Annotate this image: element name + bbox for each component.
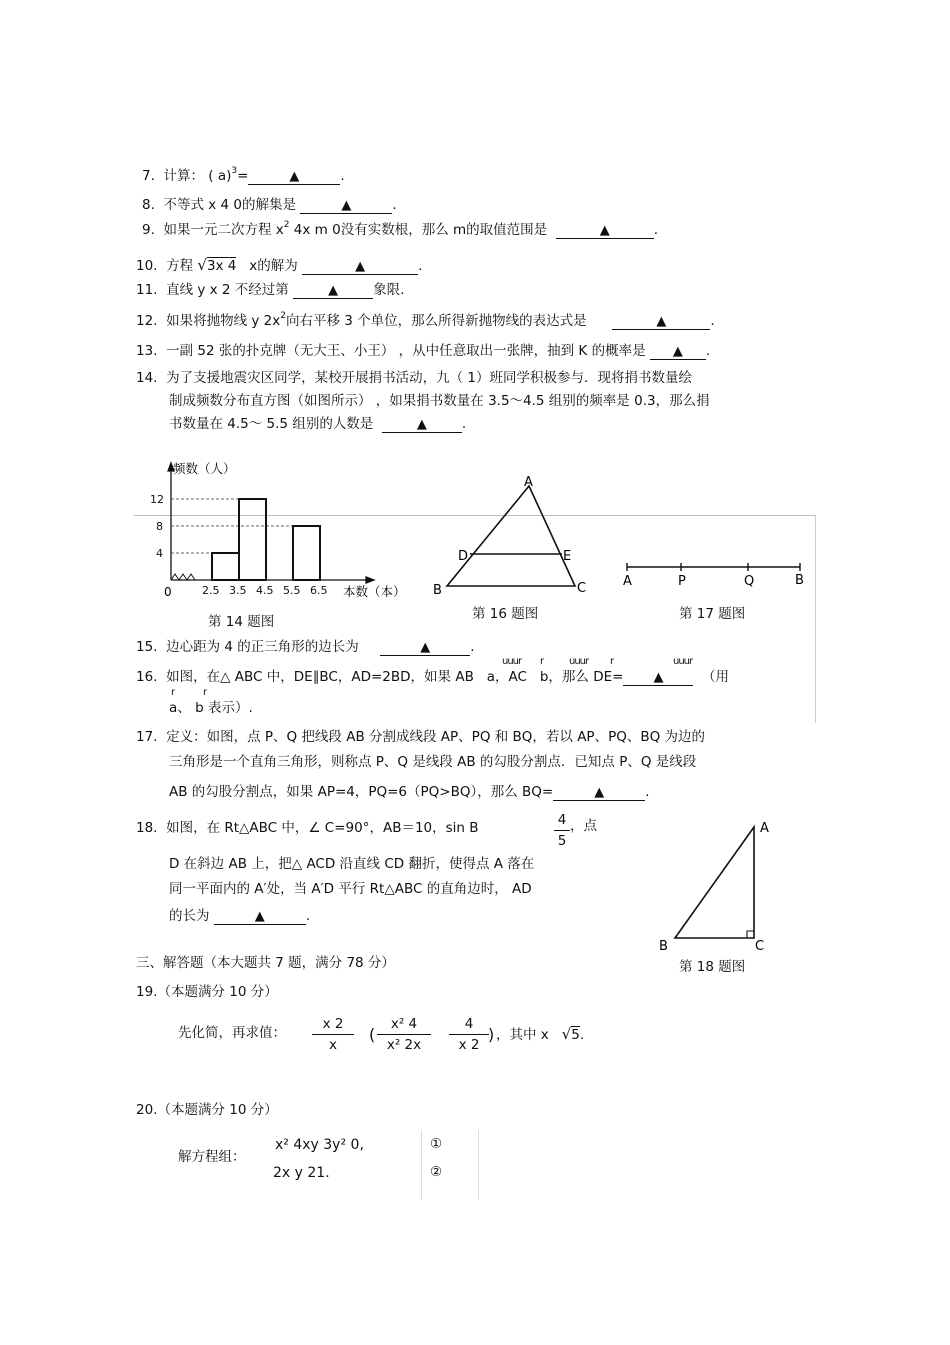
question-20-header: 20.（本题满分 10 分） xyxy=(136,1102,278,1118)
answer-blank: ▲ xyxy=(302,260,418,275)
question-9: 9. 如果一元二次方程 $x^2$ 4x m 0没有实数根，那么 m的取值范围是 ▲ . xyxy=(142,220,659,238)
question-14-line3: 书数量在 4.5～ 5.5 组别的人数是 ▲ . xyxy=(169,416,467,432)
figure-16-caption: 第 16 题图 xyxy=(472,606,539,622)
left-paren: ( xyxy=(369,1025,376,1044)
vector-arrow-AC: uuur xyxy=(569,656,589,667)
question-18-line3: 同一平面内的 A′处，当 A′D 平行 Rt△ABC 的直角边时， AD xyxy=(169,881,532,897)
vector-arrow-b: r xyxy=(610,656,615,667)
question-19-header: 19.（本题满分 10 分） xyxy=(136,984,278,1000)
question-19-condition: ，其中 x √5. xyxy=(496,1025,585,1043)
origin-label: 0 xyxy=(164,585,172,599)
triangle-figure-16 xyxy=(430,472,600,602)
point-Q-label: Q xyxy=(744,574,755,589)
y-axis-label: 频数（人） xyxy=(173,461,236,476)
fraction-1: x 2 x xyxy=(312,1016,354,1053)
point-B-label: B xyxy=(795,573,804,588)
histogram-bar xyxy=(293,526,320,580)
equation-1-marker: ① xyxy=(430,1136,443,1152)
figure-14-caption: 第 14 题图 xyxy=(208,614,275,630)
question-15: 15. 边心距为 4 的正三角形的边长为 ▲ . xyxy=(136,639,475,655)
answer-blank: ▲ xyxy=(553,786,645,801)
question-7: 7. 计算： ( a)$^3$= ▲ . xyxy=(142,166,345,184)
figure-18-caption: 第 18 题图 xyxy=(679,959,746,975)
question-18-line1: 18. 如图，在 Rt△ABC 中，∠ C=90°，AB＝10，sin B xyxy=(136,820,479,836)
question-17-line3: AB 的勾股分割点，如果 AP=4，PQ=6（PQ>BQ），那么 BQ= ▲ . xyxy=(169,784,650,800)
question-18-line1-end: ，点 xyxy=(570,818,597,834)
fraction-4-5: 4 5 xyxy=(554,812,570,849)
equation-1: x² 4xy 3y² 0, xyxy=(275,1137,364,1153)
histogram-figure-14 xyxy=(150,455,420,615)
section-3-heading: 三、解答题（本大题共 7 题，满分 78 分） xyxy=(136,955,395,971)
right-triangle-figure-18 xyxy=(655,815,775,955)
answer-blank: ▲ xyxy=(293,284,373,299)
vector-arrow-DE: uuur xyxy=(673,656,693,667)
vector-arrow-AB: uuur xyxy=(502,656,522,667)
fraction-2: x² 4 x² 2x xyxy=(377,1016,431,1053)
scan-frame-line xyxy=(478,1130,479,1200)
equation-2-marker: ② xyxy=(430,1164,443,1180)
point-A-label: A xyxy=(524,475,533,490)
question-10: 10. 方程 √3x 4 x的解为 ▲ . xyxy=(136,256,423,274)
point-A-label: A xyxy=(623,574,632,589)
question-11: 11. 直线 y x 2 不经过第 ▲ 象限. xyxy=(136,282,405,298)
question-8: 8. 不等式 x 4 0的解集是 ▲ . xyxy=(142,197,397,213)
equation-2: 2x y 21. xyxy=(273,1165,330,1181)
point-C-label: C xyxy=(577,581,587,596)
x-tick-label: 6.5 xyxy=(310,584,328,597)
question-16-line1: 16. 如图，在△ ABC 中，DE∥BC，AD=2BD，如果 AB a，AC b，那么 DE= ▲ （用 xyxy=(136,669,730,685)
vector-arrow-a: r xyxy=(171,687,176,698)
answer-blank: ▲ xyxy=(382,418,462,433)
scan-frame-line xyxy=(421,1130,422,1200)
question-12: 12. 如果将抛物线 y $2x^2$向右平移 3 个单位，那么所得新抛物线的表达式是 ▲ . xyxy=(136,311,715,329)
question-20-prompt: 解方程组： xyxy=(178,1149,246,1165)
figure-17-caption: 第 17 题图 xyxy=(679,606,746,622)
scan-frame-line xyxy=(815,515,816,723)
point-C-label: C xyxy=(755,939,765,954)
y-tick-label: 8 xyxy=(156,520,163,533)
answer-blank: ▲ xyxy=(300,199,392,214)
point-D-label: D xyxy=(458,549,469,564)
x-tick-label: 5.5 xyxy=(283,584,301,597)
point-E-label: E xyxy=(563,549,572,564)
question-14-line1: 14. 为了支援地震灾区同学，某校开展捐书活动，九（ 1）班同学积极参与．现将捐书数量绘 xyxy=(136,370,692,386)
answer-blank: ▲ xyxy=(556,224,654,239)
x-tick-label: 4.5 xyxy=(256,584,274,597)
segment-figure-17 xyxy=(615,555,815,595)
question-17-line2: 三角形是一个直角三角形，则称点 P、Q 是线段 AB 的勾股分割点．已知点 P、Q 是线段 xyxy=(169,754,697,770)
question-14-line2: 制成频数分布直方图（如图所示） ，如果捐书数量在 3.5～4.5 组别的频率是 0.3，那么捐 xyxy=(169,393,710,409)
question-19-prompt: 先化简，再求值： xyxy=(178,1025,286,1041)
answer-blank: ▲ xyxy=(214,910,306,925)
point-P-label: P xyxy=(678,574,686,589)
point-B-label: B xyxy=(659,939,668,954)
question-13: 13. 一副 52 张的扑克牌（无大王、小王） ，从中任意取出一张牌，抽到 K 的概率是 ▲ . xyxy=(136,343,711,359)
point-B-label: B xyxy=(433,583,442,598)
histogram-bar xyxy=(239,499,266,580)
fraction-3: 4 x 2 xyxy=(449,1016,489,1053)
point-A-label: A xyxy=(760,821,769,836)
histogram-bar xyxy=(212,553,239,580)
y-tick-label: 4 xyxy=(156,547,163,560)
answer-blank: ▲ xyxy=(248,170,340,185)
answer-blank: ▲ xyxy=(380,641,470,656)
x-axis-label: 本数（本） xyxy=(343,584,406,599)
question-18-line2: D 在斜边 AB 上，把△ ACD 沿直线 CD 翻折，使得点 A 落在 xyxy=(169,856,535,872)
question-16-line2: a、 b 表示）. xyxy=(169,700,253,716)
question-18-line4: 的长为 ▲ . xyxy=(169,908,311,924)
x-tick-label: 2.5 xyxy=(202,584,220,597)
question-17-line1: 17. 定义：如图，点 P、Q 把线段 AB 分割成线段 AP、PQ 和 BQ，若以 AP、PQ、BQ 为边的 xyxy=(136,729,706,745)
answer-blank: ▲ xyxy=(650,345,706,360)
answer-blank: ▲ xyxy=(612,315,710,330)
vector-arrow-a: r xyxy=(540,656,545,667)
vector-arrow-b: r xyxy=(203,687,208,698)
right-paren: ) xyxy=(488,1025,495,1044)
answer-blank: ▲ xyxy=(623,671,693,686)
x-tick-label: 3.5 xyxy=(229,584,247,597)
y-tick-label: 12 xyxy=(150,493,164,506)
